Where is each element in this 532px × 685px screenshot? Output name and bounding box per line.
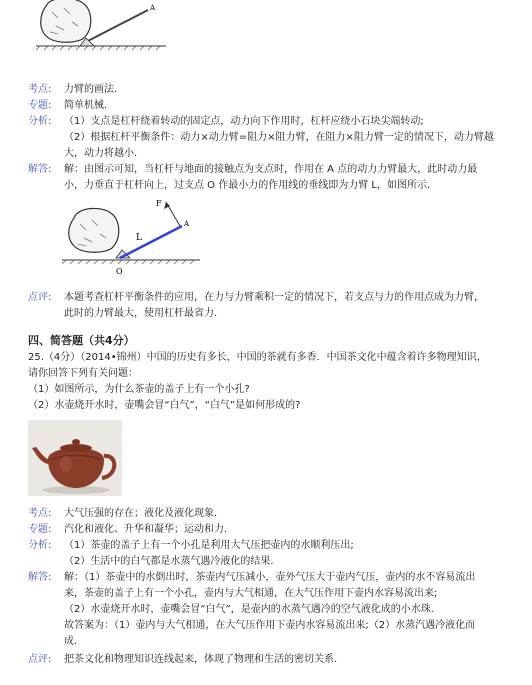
fenxi-line-1-25: （1）茶壶的盖子上有一个小孔是利用大气压把壶内的水顺利压出;	[64, 540, 354, 551]
fenxi-line-1: （1）支点是杠杆绕着转动的固定点，动力向下作用时，杠杆应绕小石块尖端转动;	[64, 116, 424, 127]
zhuanti-text: 简单机械.	[64, 100, 108, 111]
fenxi-label: 分析:	[28, 116, 52, 127]
zhuanti-text-25: 汽化和液化、升华和凝华；运动和力.	[64, 524, 228, 535]
q25-jieda-row	[28, 570, 520, 586]
arm-label-l: L	[136, 233, 142, 243]
fenxi-line-3: 大，动力将越小.	[64, 148, 138, 159]
q24-jieda-row	[28, 162, 520, 178]
q25-dianping-row	[28, 652, 520, 668]
jieda-line-1-25: 解：（1）茶壶中的水倒出时，茶壶内气压减小，壶外气压大于壶内气压，壶内的水不容易流出	[64, 572, 476, 583]
kaodian-text: 力臂的画法.	[64, 84, 118, 95]
section-title: 四、简答题（共4分）	[28, 334, 135, 347]
jieda-line-5-25: 成.	[64, 636, 78, 647]
jieda-line-2: 小，力垂直于杠杆向上，过支点 O 作最小力的作用线的垂线即为力臂 L，如图所示.	[64, 180, 431, 191]
teapot-spout	[32, 447, 50, 464]
q25-zhuanti-row	[28, 522, 520, 538]
jieda-line-3-25: （2）水壶烧开水时，壶嘴会冒“白气”，是壶内的水蒸气遇冷的空气液化成的小水珠.	[64, 604, 434, 615]
q25-sub-question-1: （1）如图所示，为什么茶壶的盖子上有一个小孔?	[28, 384, 250, 395]
rock-shape	[41, 0, 91, 42]
lever-bar-answer	[120, 226, 182, 258]
q24-dianping-row	[28, 290, 520, 306]
q25-stem-line-2: 请你回答下列有关问题：	[28, 368, 138, 379]
jieda-line-4-25: 故答案为：（1）壶内与大气相通，在大气压作用下壶内水容易流出来;（2）水蒸汽遇冷液化而	[64, 620, 476, 631]
dianping-text-25: 把茶文化和物理知识连线起来，体现了物理和生活的密切关系.	[64, 654, 338, 665]
lever-bar	[82, 10, 148, 44]
force-label-f: F	[156, 199, 162, 208]
fenxi-line-2: （2）根据杠杆平衡条件：动力×动力臂=阻力×阻力臂，在阻力×阻力臂一定的情况下，动力臂越	[64, 132, 494, 143]
jieda-line-2-25: 来，茶壶的盖子上有一个小孔，壶内与大气相通，在大气压作用下壶内水容易流出来;	[64, 588, 438, 599]
q25-stem-line-1: 25.（4分）（2014•锦州）中国的历史有多长，中国的茶就有多香．中国茶文化中蕴含着许多物理知识，	[28, 352, 487, 363]
q24-zhuanti-row	[28, 98, 520, 114]
jieda-label-25: 解答:	[28, 572, 52, 583]
q24-kaodian-row	[28, 82, 520, 98]
point-a-label: A	[184, 220, 190, 228]
dianping-label-25: 点评:	[28, 654, 52, 665]
teapot-photo	[28, 420, 122, 496]
q25-kaodian-row	[28, 506, 520, 522]
fenxi-line-2-25: （2）生活中的白气都是水蒸气遇冷液化的结果.	[64, 556, 274, 567]
lever-figure-top	[36, 0, 176, 60]
dianping-line-2: 此时的力臂最大，使用杠杆最省力.	[64, 308, 218, 319]
kaodian-label-25: 考点:	[28, 508, 52, 519]
lever-figure-answer	[60, 196, 210, 286]
q24-fenxi-row	[28, 114, 520, 130]
zhuanti-label-25: 专题:	[28, 524, 52, 535]
jieda-label: 解答:	[28, 164, 52, 175]
dianping-line-1: 本题考查杠杆平衡条件的应用，在力与力臂乘积一定的情况下，若支点与力的作用点成为力臂，	[64, 292, 484, 303]
kaodian-text-25: 大气压强的存在；液化及液化现象.	[64, 508, 218, 519]
rock-shape-answer	[69, 208, 119, 252]
fenxi-label-25: 分析:	[28, 540, 52, 551]
point-a-label-top: A	[150, 4, 156, 12]
kaodian-label: 考点:	[28, 84, 52, 95]
pivot-label-o: O	[116, 267, 123, 276]
teapot-body	[48, 448, 104, 488]
jieda-line-1: 解：由图示可知，当杠杆与地面的接触点为支点时，作用在 A 点的动力力臂最大，此时动力最	[64, 164, 478, 175]
q25-sub-question-2: （2）水壶烧开水时，壶嘴会冒“白气”，“白气”是如何形成的?	[28, 400, 301, 411]
dianping-label: 点评:	[28, 292, 52, 303]
q25-fenxi-row	[28, 538, 520, 554]
zhuanti-label: 专题:	[28, 100, 52, 111]
